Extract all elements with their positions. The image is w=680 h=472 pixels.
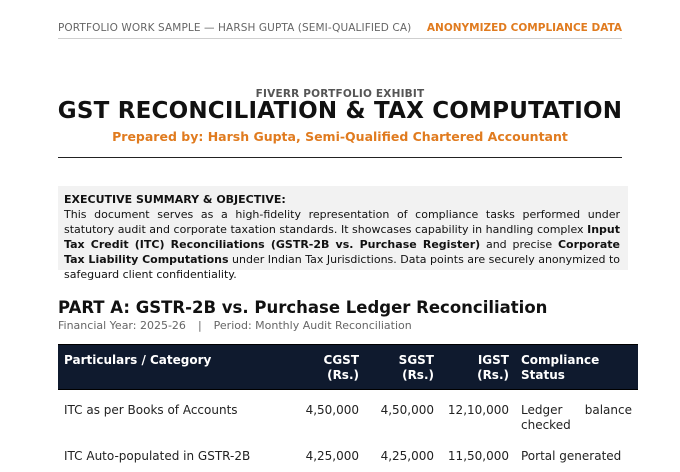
table-header-row (58, 345, 638, 390)
cell-cgst: 4,25,000 (305, 449, 359, 463)
summary-heading: EXECUTIVE SUMMARY & OBJECTIVE: (64, 193, 286, 206)
cell-particulars: ITC Auto-populated in GSTR-2B (64, 449, 251, 463)
cell-status: Portal generated (521, 449, 622, 463)
exhibit-label: FIVERR PORTFOLIO EXHIBIT (255, 88, 425, 100)
col-header-particulars: Particulars / Category (58, 345, 288, 390)
summary-paragraph (64, 207, 620, 282)
part-a-title: PART A: GSTR-2B vs. Purchase Ledger Reconciliation (58, 298, 548, 317)
document-title: GST RECONCILIATION & TAX COMPUTATION (57, 98, 623, 124)
table-row (58, 390, 638, 442)
preparer-line: Prepared by: Harsh Gupta, Semi-Qualified Chartered Accountant (112, 129, 568, 144)
meta-separator: | (197, 319, 202, 332)
header-left-text: PORTFOLIO WORK SAMPLE — HARSH GUPTA (SEMI-QUALIFIED CA) (58, 22, 412, 34)
table-row (58, 441, 638, 472)
summary-text-1: This document serves as a high-fidelity representation of compliance tasks performed under statutory audit and corporate taxation standards. It showcases capability in handling complex (64, 208, 620, 236)
summary-bold-2: Corporate Tax Liability Computations (64, 238, 620, 266)
cell-igst: 11,50,000 (447, 449, 509, 463)
reconciliation-table (58, 344, 638, 472)
audit-period: Period: Monthly Audit Reconciliation (213, 319, 412, 332)
summary-bold-1: Input Tax Credit (ITC) Reconciliations (GSTR-2B vs. Purchase Register) (64, 223, 620, 251)
header-right-text: ANONYMIZED COMPLIANCE DATA (426, 22, 622, 34)
part-a-meta (58, 319, 412, 332)
executive-summary-box (58, 186, 628, 281)
summary-text-3: under Indian Tax Jurisdictions. Data points are securely anonymized to safeguard client confidentiality. (64, 253, 620, 281)
cell-particulars: ITC as per Books of Accounts (64, 403, 238, 417)
cell-igst: 12,10,000 (447, 403, 509, 417)
summary-text-2: and precise (480, 238, 558, 251)
cell-cgst: 4,50,000 (305, 403, 359, 417)
col-header-status: Compliance Status (515, 345, 638, 390)
cell-sgst: 4,50,000 (380, 403, 434, 417)
cell-sgst: 4,25,000 (380, 449, 434, 463)
col-header-cgst: CGST (Rs.) (288, 345, 365, 390)
page-header (58, 20, 622, 39)
col-header-igst: IGST (Rs.) (440, 345, 515, 390)
cell-status: Ledger balance checked (521, 403, 632, 432)
title-divider (58, 157, 622, 158)
financial-year: Financial Year: 2025-26 (58, 319, 186, 332)
col-header-sgst: SGST (Rs.) (365, 345, 440, 390)
